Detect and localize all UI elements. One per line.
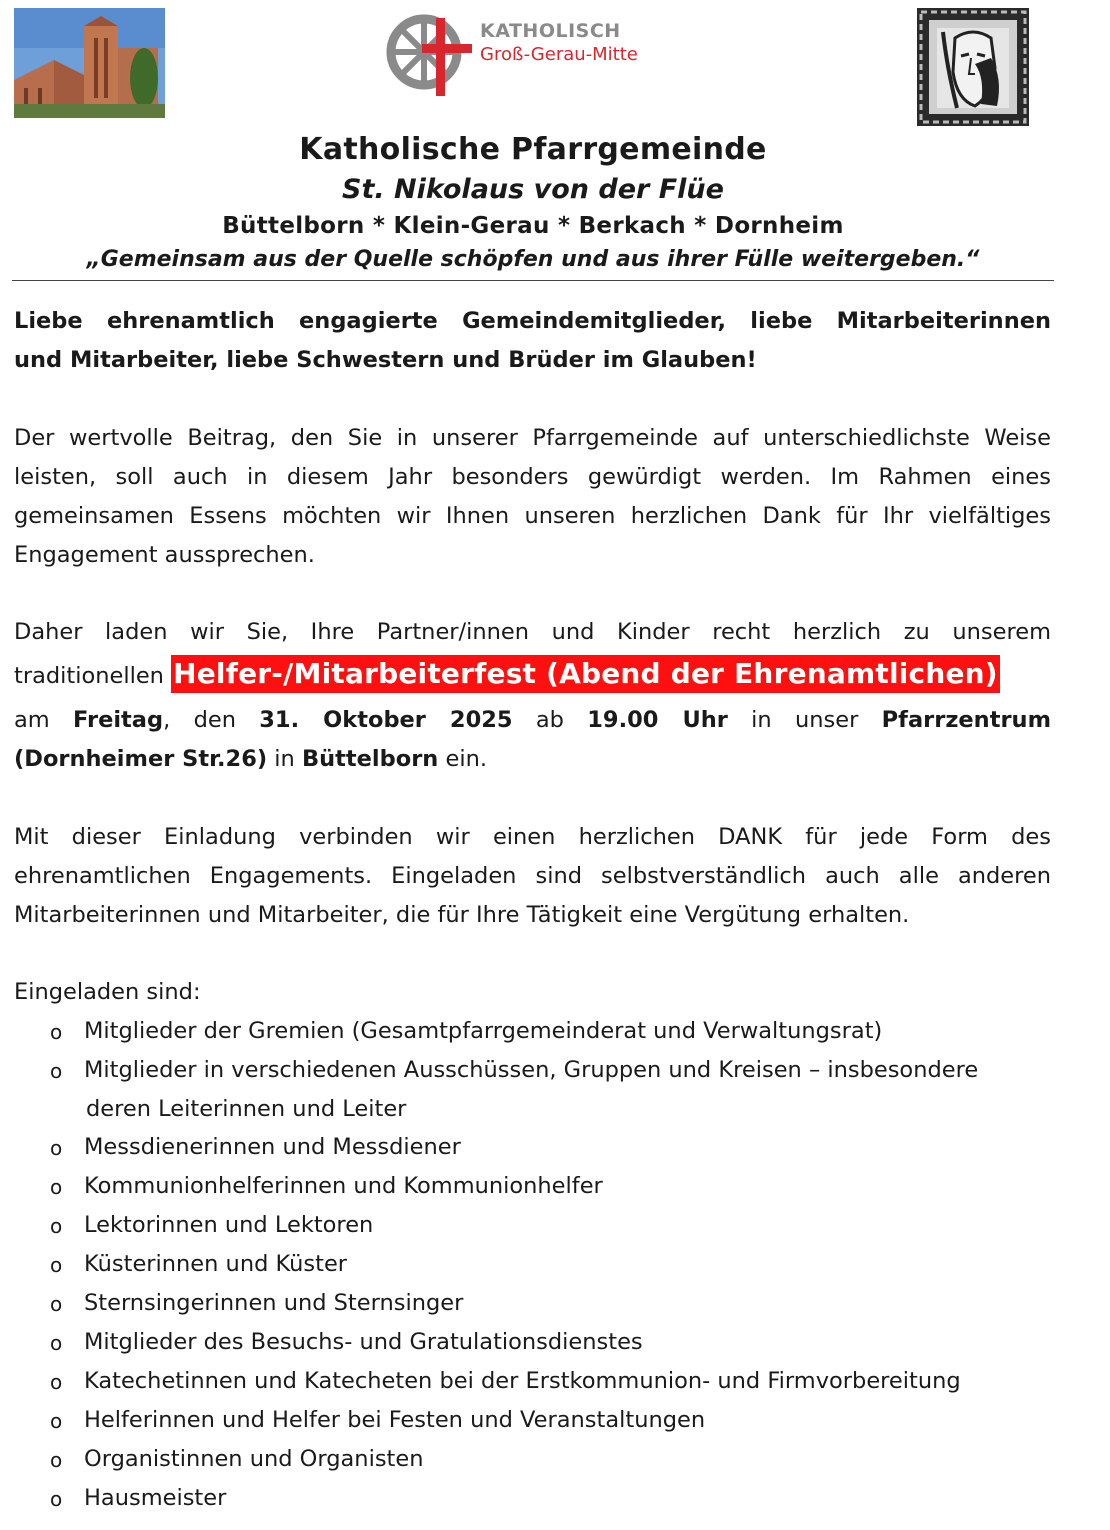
paragraph-1-line-1: Der wertvolle Beitrag, den Sie in unserer Pfarrgemeinde auf unterschiedlichste Weise	[14, 425, 1051, 451]
event-place: Pfarrzentrum	[881, 707, 1052, 733]
list-item: Katechetinnen und Katecheten bei der Erstkommunion- und Firmvorbereitung	[84, 1368, 961, 1394]
ab-text: ab	[535, 707, 564, 733]
list-item: Mitglieder in verschiedenen Ausschüssen, Gruppen und Kreisen – insbesondere	[84, 1057, 979, 1083]
event-time: 19.00 Uhr	[587, 707, 728, 733]
list-item: Lektorinnen und Lektoren	[84, 1212, 374, 1238]
paragraph-2-line-2	[14, 658, 1051, 692]
list-bullet: o	[50, 1448, 63, 1472]
list-item: Mitglieder des Besuchs- und Gratulationsdienstes	[84, 1329, 643, 1355]
saint-icon-image	[917, 8, 1029, 126]
traditionellen-text: traditionellen	[14, 663, 164, 689]
list-item: Messdienerinnen und Messdiener	[84, 1134, 461, 1160]
event-town: Büttelborn	[301, 746, 439, 772]
paragraph-1-line-2: leisten, soll auch in diesem Jahr besonders gewürdigt werden. Im Rahmen eines	[14, 464, 1051, 490]
paragraph-2-line-3	[14, 704, 1051, 736]
list-item: Organistinnen und Organisten	[84, 1446, 424, 1472]
list-item: Helferinnen und Helfer bei Festen und Veranstaltungen	[84, 1407, 706, 1433]
paragraph-3-line-3: Mitarbeiterinnen und Mitarbeiter, die für Ihre Tätigkeit eine Vergütung erhalten.	[14, 902, 910, 928]
greeting-line-2: und Mitarbeiter, liebe Schwestern und Brüder im Glauben!	[14, 347, 757, 373]
list-bullet: o	[50, 1331, 63, 1355]
list-item: Mitglieder der Gremien (Gesamtpfarrgemeinderat und Verwaltungsrat)	[84, 1018, 883, 1044]
list-bullet: o	[50, 1292, 63, 1316]
logo-text-bottom: Groß-Gerau-Mitte	[480, 44, 638, 65]
katholisch-logo	[382, 8, 662, 98]
parish-title: Katholische Pfarrgemeinde	[299, 132, 767, 167]
list-bullet: o	[50, 1487, 63, 1511]
list-item: Sternsingerinnen und Sternsinger	[84, 1290, 464, 1316]
in-text: in	[267, 746, 302, 772]
event-highlight: Helfer-/Mitarbeiterfest (Abend der Ehrenamtlichen)	[171, 655, 1000, 693]
in-unser-text: in unser	[751, 707, 859, 733]
paragraph-1-line-4: Engagement aussprechen.	[14, 542, 315, 568]
am-text: am	[14, 707, 50, 733]
ein-text: ein.	[438, 746, 487, 772]
list-item: Kommunionhelferinnen und Kommunionhelfer	[84, 1173, 603, 1199]
list-bullet: o	[50, 1059, 63, 1083]
event-address: (Dornheimer Str.26)	[14, 746, 268, 772]
greeting-line-1: Liebe ehrenamtlich engagierte Gemeindemitglieder, liebe Mitarbeiterinnen	[14, 308, 1051, 334]
list-bullet: o	[50, 1136, 63, 1160]
header-divider	[12, 280, 1054, 281]
paragraph-3-line-2: ehrenamtlichen Engagements. Eingeladen sind selbstverständlich auch alle anderen	[14, 863, 1051, 889]
den-text: , den	[163, 707, 236, 733]
paragraph-2-line-4	[14, 743, 1051, 775]
paragraph-1-line-3: gemeinsamen Essens möchten wir Ihnen unseren herzlichen Dank für Ihr vielfältiges	[14, 503, 1051, 529]
list-bullet: o	[50, 1214, 63, 1238]
paragraph-2-line-1: Daher laden wir Sie, Ihre Partner/innen und Kinder recht herzlich zu unserem	[14, 619, 1051, 645]
list-item: Hausmeister	[84, 1485, 227, 1511]
event-day: Freitag	[73, 707, 164, 733]
invited-heading: Eingeladen sind:	[14, 979, 201, 1005]
list-bullet: o	[50, 1175, 63, 1199]
parish-name: St. Nikolaus von der Flüe	[342, 174, 724, 205]
parish-places: Büttelborn * Klein-Gerau * Berkach * Dornheim	[222, 213, 844, 239]
list-item-continuation: deren Leiterinnen und Leiter	[86, 1096, 407, 1122]
list-bullet: o	[50, 1409, 63, 1433]
list-bullet: o	[50, 1020, 63, 1044]
parish-motto: „Gemeinsam aus der Quelle schöpfen und aus ihrer Fülle weitergeben.“	[86, 247, 980, 272]
list-bullet: o	[50, 1253, 63, 1277]
list-bullet: o	[50, 1370, 63, 1394]
list-item: Küsterinnen und Küster	[84, 1251, 348, 1277]
paragraph-3-line-1: Mit dieser Einladung verbinden wir einen herzlichen DANK für jede Form des	[14, 824, 1051, 850]
event-date: 31. Oktober 2025	[259, 707, 513, 733]
logo-text-top: KATHOLISCH	[480, 20, 621, 42]
church-photo	[14, 8, 165, 118]
